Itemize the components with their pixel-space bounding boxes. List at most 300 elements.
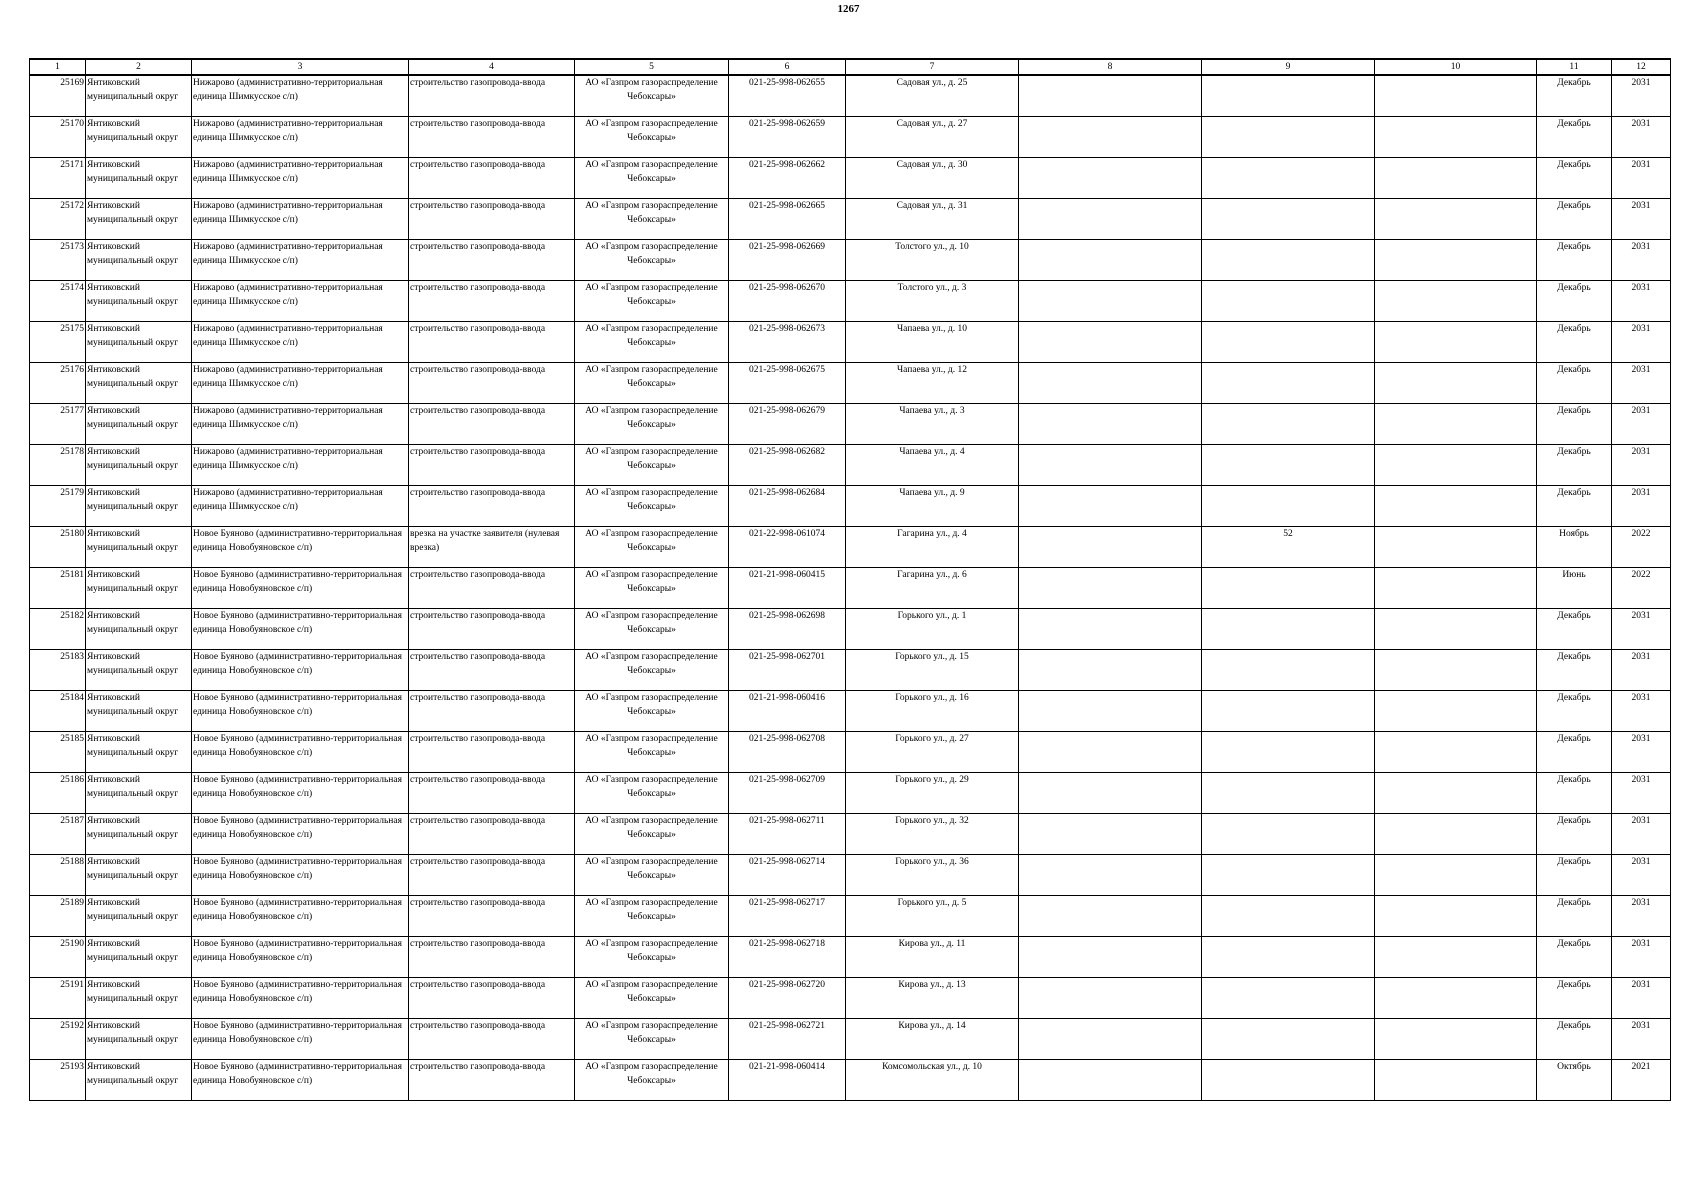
cell-text: строительство газопровода-ввода <box>410 734 546 744</box>
table-row <box>30 117 1671 158</box>
cell-text: Янтиковский муниципальный округ <box>87 119 179 143</box>
cell-district <box>86 568 192 609</box>
cell-month <box>1537 75 1612 117</box>
cell-work-type <box>409 978 575 1019</box>
cell-col-8 <box>1019 281 1202 322</box>
cell-text: АО «Газпром газораспределение Чебоксары» <box>585 939 718 963</box>
cell-year <box>1612 158 1671 199</box>
cell-text: Декабрь <box>1557 365 1591 375</box>
cell-application-number <box>729 732 846 773</box>
cell-text: 2031 <box>1631 652 1651 662</box>
cell-work-type <box>409 855 575 896</box>
cell-text: строительство газопровода-ввода <box>410 1021 546 1031</box>
cell-col-8 <box>1019 240 1202 281</box>
cell-text: Декабрь <box>1557 488 1591 498</box>
cell-month <box>1537 158 1612 199</box>
cell-text: Янтиковский муниципальный округ <box>87 816 179 840</box>
cell-text: Горького ул., д. 1 <box>897 611 967 621</box>
cell-settlement <box>192 937 409 978</box>
cell-text: Новое Буяново (административно-территориальная единица Новобуяновское с/п) <box>193 570 402 594</box>
cell-text: 2031 <box>1631 283 1651 293</box>
cell-col-8 <box>1019 486 1202 527</box>
cell-application-number <box>729 281 846 322</box>
cell-settlement <box>192 732 409 773</box>
cell-text: Толстого ул., д. 3 <box>897 283 967 293</box>
cell-district <box>86 404 192 445</box>
cell-district <box>86 650 192 691</box>
cell-col-10 <box>1375 691 1537 732</box>
cell-text: 021-25-998-062669 <box>749 242 825 252</box>
cell-col-8 <box>1019 609 1202 650</box>
cell-col-9 <box>1202 978 1375 1019</box>
cell-text: Новое Буяново (административно-территориальная единица Новобуяновское с/п) <box>193 1021 402 1045</box>
cell-year <box>1612 1060 1671 1101</box>
cell-col-9 <box>1202 732 1375 773</box>
cell-col-8 <box>1019 855 1202 896</box>
cell-district <box>86 732 192 773</box>
cell-col-10 <box>1375 75 1537 117</box>
cell-text: 25189 <box>60 898 84 908</box>
cell-text: Новое Буяново (административно-территориальная единица Новобуяновское с/п) <box>193 529 402 553</box>
cell-text: строительство газопровода-ввода <box>410 283 546 293</box>
cell-settlement <box>192 855 409 896</box>
cell-text: Янтиковский муниципальный округ <box>87 570 179 594</box>
cell-text: АО «Газпром газораспределение Чебоксары» <box>585 611 718 635</box>
cell-address <box>846 363 1019 404</box>
cell-organization <box>575 609 729 650</box>
cell-text: АО «Газпром газораспределение Чебоксары» <box>585 1062 718 1086</box>
cell-work-type <box>409 773 575 814</box>
cell-district <box>86 896 192 937</box>
cell-settlement <box>192 896 409 937</box>
cell-text: Янтиковский муниципальный округ <box>87 898 179 922</box>
cell-address <box>846 527 1019 568</box>
cell-text: Янтиковский муниципальный округ <box>87 488 179 512</box>
cell-text: Горького ул., д. 36 <box>895 857 969 867</box>
cell-organization <box>575 773 729 814</box>
cell-col-9 <box>1202 240 1375 281</box>
cell-text: 25182 <box>60 611 84 621</box>
cell-text: Янтиковский муниципальный округ <box>87 611 179 635</box>
cell-text: 021-25-998-062714 <box>749 857 825 867</box>
column-header: 4 <box>409 59 575 75</box>
cell-col-9 <box>1202 568 1375 609</box>
cell-col-10 <box>1375 896 1537 937</box>
cell-text: АО «Газпром газораспределение Чебоксары» <box>585 775 718 799</box>
cell-district <box>86 527 192 568</box>
cell-year <box>1612 527 1671 568</box>
cell-year <box>1612 199 1671 240</box>
cell-col-9 <box>1202 1060 1375 1101</box>
column-header: 2 <box>86 59 192 75</box>
cell-text: 2031 <box>1631 119 1651 129</box>
cell-text: 2031 <box>1631 324 1651 334</box>
cell-text: Янтиковский муниципальный округ <box>87 652 179 676</box>
cell-district <box>86 199 192 240</box>
cell-text: строительство газопровода-ввода <box>410 119 546 129</box>
cell-text: Янтиковский муниципальный округ <box>87 1062 179 1086</box>
cell-work-type <box>409 568 575 609</box>
cell-row-number <box>30 445 86 486</box>
cell-text: строительство газопровода-ввода <box>410 324 546 334</box>
cell-organization <box>575 691 729 732</box>
cell-text: Горького ул., д. 32 <box>895 816 969 826</box>
cell-settlement <box>192 1060 409 1101</box>
table-row <box>30 199 1671 240</box>
cell-text: Новое Буяново (административно-территориальная единица Новобуяновское с/п) <box>193 980 402 1004</box>
cell-col-8 <box>1019 75 1202 117</box>
cell-text: 021-25-998-062684 <box>749 488 825 498</box>
cell-text: Новое Буяново (административно-территориальная единица Новобуяновское с/п) <box>193 1062 402 1086</box>
cell-address <box>846 855 1019 896</box>
cell-district <box>86 937 192 978</box>
cell-text: строительство газопровода-ввода <box>410 447 546 457</box>
cell-text: Декабрь <box>1557 406 1591 416</box>
cell-row-number <box>30 404 86 445</box>
cell-text: Нижарово (административно-территориальная единица Шимкусское с/п) <box>193 447 383 471</box>
cell-text: 25175 <box>60 324 84 334</box>
cell-col-8 <box>1019 568 1202 609</box>
cell-text: 2031 <box>1631 939 1651 949</box>
cell-organization <box>575 732 729 773</box>
table-row <box>30 855 1671 896</box>
cell-text: Янтиковский муниципальный округ <box>87 447 179 471</box>
cell-settlement <box>192 568 409 609</box>
cell-col-8 <box>1019 404 1202 445</box>
page-number: 1267 <box>837 3 860 15</box>
cell-address <box>846 814 1019 855</box>
cell-organization <box>575 978 729 1019</box>
cell-month <box>1537 117 1612 158</box>
cell-settlement <box>192 609 409 650</box>
cell-application-number <box>729 158 846 199</box>
cell-district <box>86 322 192 363</box>
cell-settlement <box>192 486 409 527</box>
cell-text: строительство газопровода-ввода <box>410 652 546 662</box>
cell-month <box>1537 281 1612 322</box>
cell-address <box>846 773 1019 814</box>
cell-col-10 <box>1375 814 1537 855</box>
cell-text: Чапаева ул., д. 12 <box>896 365 968 375</box>
cell-text: Янтиковский муниципальный округ <box>87 939 179 963</box>
cell-col-8 <box>1019 896 1202 937</box>
cell-row-number <box>30 281 86 322</box>
cell-text: Декабрь <box>1557 898 1591 908</box>
cell-year <box>1612 732 1671 773</box>
table-row <box>30 281 1671 322</box>
cell-district <box>86 1019 192 1060</box>
cell-col-9 <box>1202 896 1375 937</box>
cell-text: 2031 <box>1631 898 1651 908</box>
cell-col-10 <box>1375 732 1537 773</box>
table-row <box>30 773 1671 814</box>
cell-col-10 <box>1375 199 1537 240</box>
cell-col-9 <box>1202 404 1375 445</box>
cell-month <box>1537 363 1612 404</box>
table-row <box>30 1060 1671 1101</box>
cell-text: Новое Буяново (административно-территориальная единица Новобуяновское с/п) <box>193 693 402 717</box>
cell-month <box>1537 773 1612 814</box>
cell-text: Янтиковский муниципальный округ <box>87 775 179 799</box>
cell-col-8 <box>1019 1060 1202 1101</box>
cell-col-8 <box>1019 691 1202 732</box>
table-row <box>30 732 1671 773</box>
cell-application-number <box>729 199 846 240</box>
cell-row-number <box>30 609 86 650</box>
cell-text: Нижарово (административно-территориальная единица Шимкусское с/п) <box>193 406 383 430</box>
cell-text: 2031 <box>1631 980 1651 990</box>
cell-text: Садовая ул., д. 30 <box>896 160 968 170</box>
cell-text: строительство газопровода-ввода <box>410 693 546 703</box>
cell-month <box>1537 486 1612 527</box>
column-header: 9 <box>1202 59 1375 75</box>
cell-text: строительство газопровода-ввода <box>410 488 546 498</box>
cell-row-number <box>30 117 86 158</box>
cell-settlement <box>192 363 409 404</box>
cell-text: 021-25-998-062673 <box>749 324 825 334</box>
cell-text: Чапаева ул., д. 10 <box>896 324 968 334</box>
cell-text: АО «Газпром газораспределение Чебоксары» <box>585 816 718 840</box>
cell-text: 021-21-998-060414 <box>749 1062 825 1072</box>
cell-text: 021-25-998-062711 <box>749 816 825 826</box>
cell-col-9 <box>1202 322 1375 363</box>
cell-settlement <box>192 240 409 281</box>
cell-year <box>1612 773 1671 814</box>
cell-organization <box>575 486 729 527</box>
cell-organization <box>575 322 729 363</box>
cell-text: строительство газопровода-ввода <box>410 242 546 252</box>
cell-organization <box>575 281 729 322</box>
column-header: 5 <box>575 59 729 75</box>
cell-col-8 <box>1019 732 1202 773</box>
cell-year <box>1612 691 1671 732</box>
cell-col-10 <box>1375 937 1537 978</box>
cell-text: 2031 <box>1631 488 1651 498</box>
cell-col-10 <box>1375 240 1537 281</box>
cell-row-number <box>30 896 86 937</box>
cell-text: 25179 <box>60 488 84 498</box>
table-row <box>30 363 1671 404</box>
cell-text: АО «Газпром газораспределение Чебоксары» <box>585 365 718 389</box>
cell-text: 2031 <box>1631 611 1651 621</box>
cell-text: 2022 <box>1631 570 1651 580</box>
cell-col-9 <box>1202 199 1375 240</box>
cell-text: АО «Газпром газораспределение Чебоксары» <box>585 898 718 922</box>
cell-text: АО «Газпром газораспределение Чебоксары» <box>585 283 718 307</box>
cell-col-8 <box>1019 650 1202 691</box>
cell-year <box>1612 896 1671 937</box>
cell-text: Новое Буяново (административно-территориальная единица Новобуяновское с/п) <box>193 898 402 922</box>
cell-text: Декабрь <box>1557 201 1591 211</box>
cell-text: 2031 <box>1631 160 1651 170</box>
cell-application-number <box>729 117 846 158</box>
cell-address <box>846 486 1019 527</box>
table-row <box>30 486 1671 527</box>
cell-work-type <box>409 445 575 486</box>
cell-text: 021-25-998-062708 <box>749 734 825 744</box>
cell-text: Нижарово (административно-территориальная единица Шимкусское с/п) <box>193 365 383 389</box>
cell-row-number <box>30 568 86 609</box>
cell-row-number <box>30 773 86 814</box>
cell-text: 2022 <box>1631 529 1651 539</box>
cell-settlement <box>192 117 409 158</box>
cell-text: 25178 <box>60 447 84 457</box>
table-row <box>30 404 1671 445</box>
cell-row-number <box>30 650 86 691</box>
cell-text: 25186 <box>60 775 84 785</box>
cell-organization <box>575 1019 729 1060</box>
cell-month <box>1537 691 1612 732</box>
cell-text: Нижарово (административно-территориальная единица Шимкусское с/п) <box>193 324 383 348</box>
cell-col-10 <box>1375 855 1537 896</box>
cell-month <box>1537 650 1612 691</box>
cell-text: 021-25-998-062659 <box>749 119 825 129</box>
cell-address <box>846 322 1019 363</box>
cell-year <box>1612 117 1671 158</box>
cell-year <box>1612 855 1671 896</box>
cell-settlement <box>192 75 409 117</box>
cell-text: 021-25-998-062717 <box>749 898 825 908</box>
cell-text: Горького ул., д. 27 <box>895 734 969 744</box>
cell-col-9 <box>1202 158 1375 199</box>
table-body <box>30 75 1671 1101</box>
cell-text: АО «Газпром газораспределение Чебоксары» <box>585 488 718 512</box>
cell-col-8 <box>1019 1019 1202 1060</box>
cell-col-10 <box>1375 527 1537 568</box>
column-header: 1 <box>30 59 86 75</box>
cell-text: Декабрь <box>1557 78 1591 88</box>
cell-settlement <box>192 445 409 486</box>
cell-text: Новое Буяново (административно-территориальная единица Новобуяновское с/п) <box>193 816 402 840</box>
cell-settlement <box>192 281 409 322</box>
cell-text: Декабрь <box>1557 939 1591 949</box>
cell-text: Декабрь <box>1557 119 1591 129</box>
cell-work-type <box>409 240 575 281</box>
cell-text: Янтиковский муниципальный округ <box>87 324 179 348</box>
cell-application-number <box>729 568 846 609</box>
cell-text: строительство газопровода-ввода <box>410 898 546 908</box>
cell-work-type <box>409 609 575 650</box>
cell-organization <box>575 855 729 896</box>
cell-district <box>86 445 192 486</box>
cell-settlement <box>192 158 409 199</box>
cell-text: Декабрь <box>1557 160 1591 170</box>
cell-col-9 <box>1202 855 1375 896</box>
cell-text: 021-21-998-060415 <box>749 570 825 580</box>
cell-col-10 <box>1375 404 1537 445</box>
table-row <box>30 75 1671 117</box>
cell-text: 021-25-998-062655 <box>749 78 825 88</box>
cell-settlement <box>192 322 409 363</box>
table-row <box>30 691 1671 732</box>
cell-address <box>846 609 1019 650</box>
cell-month <box>1537 445 1612 486</box>
cell-district <box>86 75 192 117</box>
cell-month <box>1537 1019 1612 1060</box>
cell-text: 25177 <box>60 406 84 416</box>
cell-year <box>1612 568 1671 609</box>
cell-work-type <box>409 527 575 568</box>
cell-row-number <box>30 1019 86 1060</box>
cell-text: 021-25-998-062675 <box>749 365 825 375</box>
cell-text: Чапаева ул., д. 4 <box>899 447 965 457</box>
cell-settlement <box>192 978 409 1019</box>
cell-organization <box>575 199 729 240</box>
cell-text: 25184 <box>60 693 84 703</box>
cell-text: Толстого ул., д. 10 <box>895 242 969 252</box>
cell-col-9 <box>1202 117 1375 158</box>
cell-text: 021-25-998-062718 <box>749 939 825 949</box>
cell-text: 52 <box>1283 529 1293 539</box>
cell-organization <box>575 527 729 568</box>
cell-work-type <box>409 75 575 117</box>
cell-address <box>846 75 1019 117</box>
cell-organization <box>575 404 729 445</box>
cell-month <box>1537 896 1612 937</box>
cell-month <box>1537 978 1612 1019</box>
cell-row-number <box>30 814 86 855</box>
cell-month <box>1537 527 1612 568</box>
table-row <box>30 445 1671 486</box>
cell-col-8 <box>1019 199 1202 240</box>
cell-settlement <box>192 1019 409 1060</box>
cell-year <box>1612 445 1671 486</box>
cell-year <box>1612 75 1671 117</box>
table-row <box>30 322 1671 363</box>
cell-col-10 <box>1375 363 1537 404</box>
cell-text: 2031 <box>1631 406 1651 416</box>
cell-work-type <box>409 486 575 527</box>
table-row <box>30 158 1671 199</box>
cell-work-type <box>409 322 575 363</box>
cell-text: Новое Буяново (административно-территориальная единица Новобуяновское с/п) <box>193 775 402 799</box>
cell-organization <box>575 814 729 855</box>
cell-text: Декабрь <box>1557 857 1591 867</box>
cell-text: Гагарина ул., д. 6 <box>897 570 967 580</box>
cell-text: 2031 <box>1631 775 1651 785</box>
cell-text: Июнь <box>1562 570 1586 580</box>
cell-year <box>1612 240 1671 281</box>
cell-year <box>1612 404 1671 445</box>
cell-col-8 <box>1019 937 1202 978</box>
table-row <box>30 527 1671 568</box>
cell-text: АО «Газпром газораспределение Чебоксары» <box>585 1021 718 1045</box>
cell-text: 2031 <box>1631 242 1651 252</box>
cell-row-number <box>30 486 86 527</box>
cell-text: строительство газопровода-ввода <box>410 816 546 826</box>
cell-text: строительство газопровода-ввода <box>410 78 546 88</box>
cell-application-number <box>729 486 846 527</box>
cell-row-number <box>30 855 86 896</box>
cell-text: 021-25-998-062670 <box>749 283 825 293</box>
cell-col-9 <box>1202 609 1375 650</box>
cell-text: 2031 <box>1631 693 1651 703</box>
cell-text: 021-25-998-062698 <box>749 611 825 621</box>
cell-col-9 <box>1202 281 1375 322</box>
cell-text: АО «Газпром газораспределение Чебоксары» <box>585 529 718 553</box>
cell-district <box>86 240 192 281</box>
cell-text: Декабрь <box>1557 324 1591 334</box>
cell-month <box>1537 609 1612 650</box>
cell-work-type <box>409 650 575 691</box>
cell-application-number <box>729 1019 846 1060</box>
cell-text: 25181 <box>60 570 84 580</box>
cell-text: строительство газопровода-ввода <box>410 1062 546 1072</box>
cell-text: врезка на участке заявителя (нулевая врезка) <box>410 529 560 553</box>
cell-work-type <box>409 1019 575 1060</box>
table-row <box>30 650 1671 691</box>
cell-text: 25185 <box>60 734 84 744</box>
